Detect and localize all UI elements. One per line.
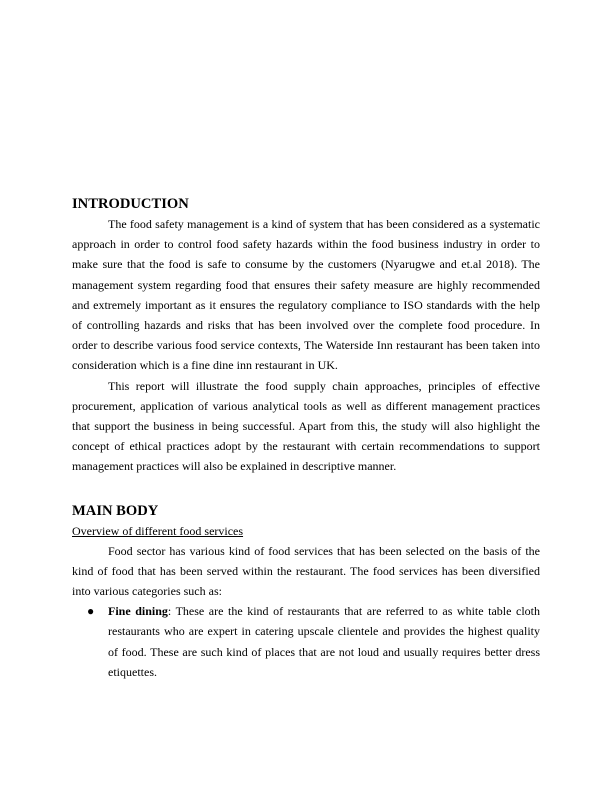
section-spacer: [72, 477, 540, 501]
introduction-heading: INTRODUCTION: [72, 196, 189, 212]
food-services-subheading: Overview of different food services: [72, 523, 244, 538]
list-item-term: Fine dining: [108, 604, 168, 619]
food-services-list: [72, 601, 540, 682]
list-item-fine-dining: [72, 601, 540, 682]
introduction-paragraph-2: This report will illustrate the food supply chain approaches, principles of effective procurement, application of various analytical tools as well as different management practices that support the business in being successful. Apart from this, the study will also highlight the concept of ethical practices adopt by the restaurant with certain recommendations to support management practices will also be explained in descriptive manner.: [72, 378, 540, 474]
list-item-text: : These are the kind of restaurants that are referred to as white table cloth restaurants who are expert in catering upscale clientele and provides the highest quality of food. These are such kind of places that are not loud and usually requires better dress etiquettes.: [108, 604, 541, 679]
introduction-paragraph-1: The food safety management is a kind of system that has been considered as a systematic approach in order to control food safety hazards within the food business industry in order to make sure that the food is safe to consume by the customers (Nyarugwe and et.al 2018). The management system regarding food that ensures their safety measure are highly recommended and extremely important as it ensures the regulatory compliance to ISO standards with the help of controlling hazards and risks that has been involved over the complete food procedure. In order to describe various food service contexts, The Waterside Inn restaurant has been taken into consideration which is a fine dine inn restaurant in UK.: [72, 217, 540, 373]
main-body-heading: MAIN BODY: [72, 502, 159, 519]
document-body: [72, 194, 540, 682]
main-body-paragraph-1: Food sector has various kind of food services that has been selected on the basis of the kind of food that has been served within the restaurant. The food services has been diversified into various categories such as:: [72, 543, 540, 599]
bullet-icon: ●: [87, 604, 95, 619]
